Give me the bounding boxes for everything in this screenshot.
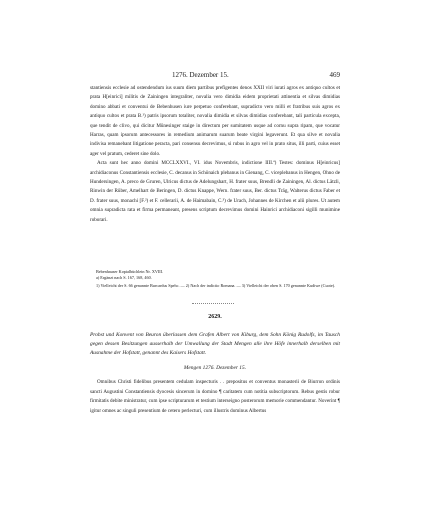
footnote: a) Ergänzt nach S. 167, 168, 460.	[96, 275, 152, 281]
document-dateline: Mengen 1276. Dezember 15.	[183, 365, 247, 371]
main-text	[90, 84, 340, 225]
body-paragraph: stantiensis ecclesie ad ostendendum ius suum diem partibus prefigentes denos XXII viri iurati agros ex antiquo cultos et prata H[einrici] militis de Zainingen integraliter, novalia vero dimidia eidem proprietati attinentia et silvas dimidias domino abbati et conventui de Bebenhusen iure perpetuo conferebant, supradicto vero milli et fratribus suis agros ex antiquo cultos et prata B.¹) patris ipsorum totaliter, novalia dimidia et silvas dimidias conferebant, tali particula excepta, que tendit de clivo, qui dicitur Mûnesinger staige in directum per sumitatem usque ad cornu supra ripam, que vocatur Harras, quam ipsorum antecessores in remedium animarum suarum beate virgini legaverunt. Et qua silve et novalia indivisa remanebant litigatione peracta, pari consensu decrevimus, si rubus in agro vel in prato situs, illi parti, cuius esset ager vel pratum, cederet sine dolo.	[90, 85, 340, 157]
header-date: 1276. Dezember 15.	[172, 71, 229, 79]
footnote: 1) Vielleicht der S. 66 genannte Burcardus Spehc. — 2) Nach der indictio Romana. — 3) Vielleicht der oben S. 170 genannte Kudiwe (Cuote).	[96, 283, 336, 289]
page-number: 469	[329, 71, 340, 79]
document-number: 2629.	[208, 314, 222, 320]
document-summary	[90, 331, 340, 358]
body-paragraph: Acta sunt hec anno domini MCCLXXVI., VI. idus Novembris, indictione IIII.ª) Testes: dominus H[einricus] archidiaconus Constantiensis ecclesie, C. decanus in Schönaich plebanus in Gienang, C. viceplebanus in Hengen, Ohno de Hundersingen, A. preco de Gruren, Ulricus dictus de Adelungshart, H. frater suus, Brendli de Zainingen, Al. dictus Lätzli, Rinwin der Rûber, Amelhart de Beringen, D. dictus Knappe, Wern. frater suus, Ber. dictus Träg, Walterus dictus Faber et D. frater suus, monachi [F.²) et F. cellerarii, A. de Haimabain, C.³) de Urach, Johannes de Kirchen et alii plures. Ut autem omnia supradicta rata et firma permaneant, presens scriptum decrevimus domini Hainrici archidiaconi sigilli munimine roborari.	[90, 160, 340, 223]
body-paragraph: Omnibus Christi fidelibus presentem cedulam inspecturis . . prepositus et conventus monasterii de Biurron ordinis sancti Augustini Constantiensis dyocesis sincerum in domino ¶ caritatem cum notitia subscriptorum. Rebus gestis robur firmitatis debite ministratur, cum ipse scripturarum et testium interseigno posterorum memorie commendantur. Noverint ¶ igitur omnes ac singuli presentium de cetero perlecturi, cum illustris dominus Albertus	[90, 379, 340, 414]
charter-text	[90, 378, 340, 416]
footnotes	[90, 269, 340, 290]
summary-text: Probst und Konvent von Beuron überlassen dem Grafen Albert von Kiburg, dem Sohn König Rudolfs, im Tausch gegen dessen Besitzungen ausserhalb der Umwallung der Stadt Mengen alle ihre Höfe innerhalb derselben mit Ausnahme der Hofstatt, genannt des Kaisers Hofstatt.	[90, 332, 340, 356]
source-note: Bebenhauser Kopialbüchlein Nr. XVIII.	[96, 269, 164, 274]
section-divider	[192, 303, 234, 305]
